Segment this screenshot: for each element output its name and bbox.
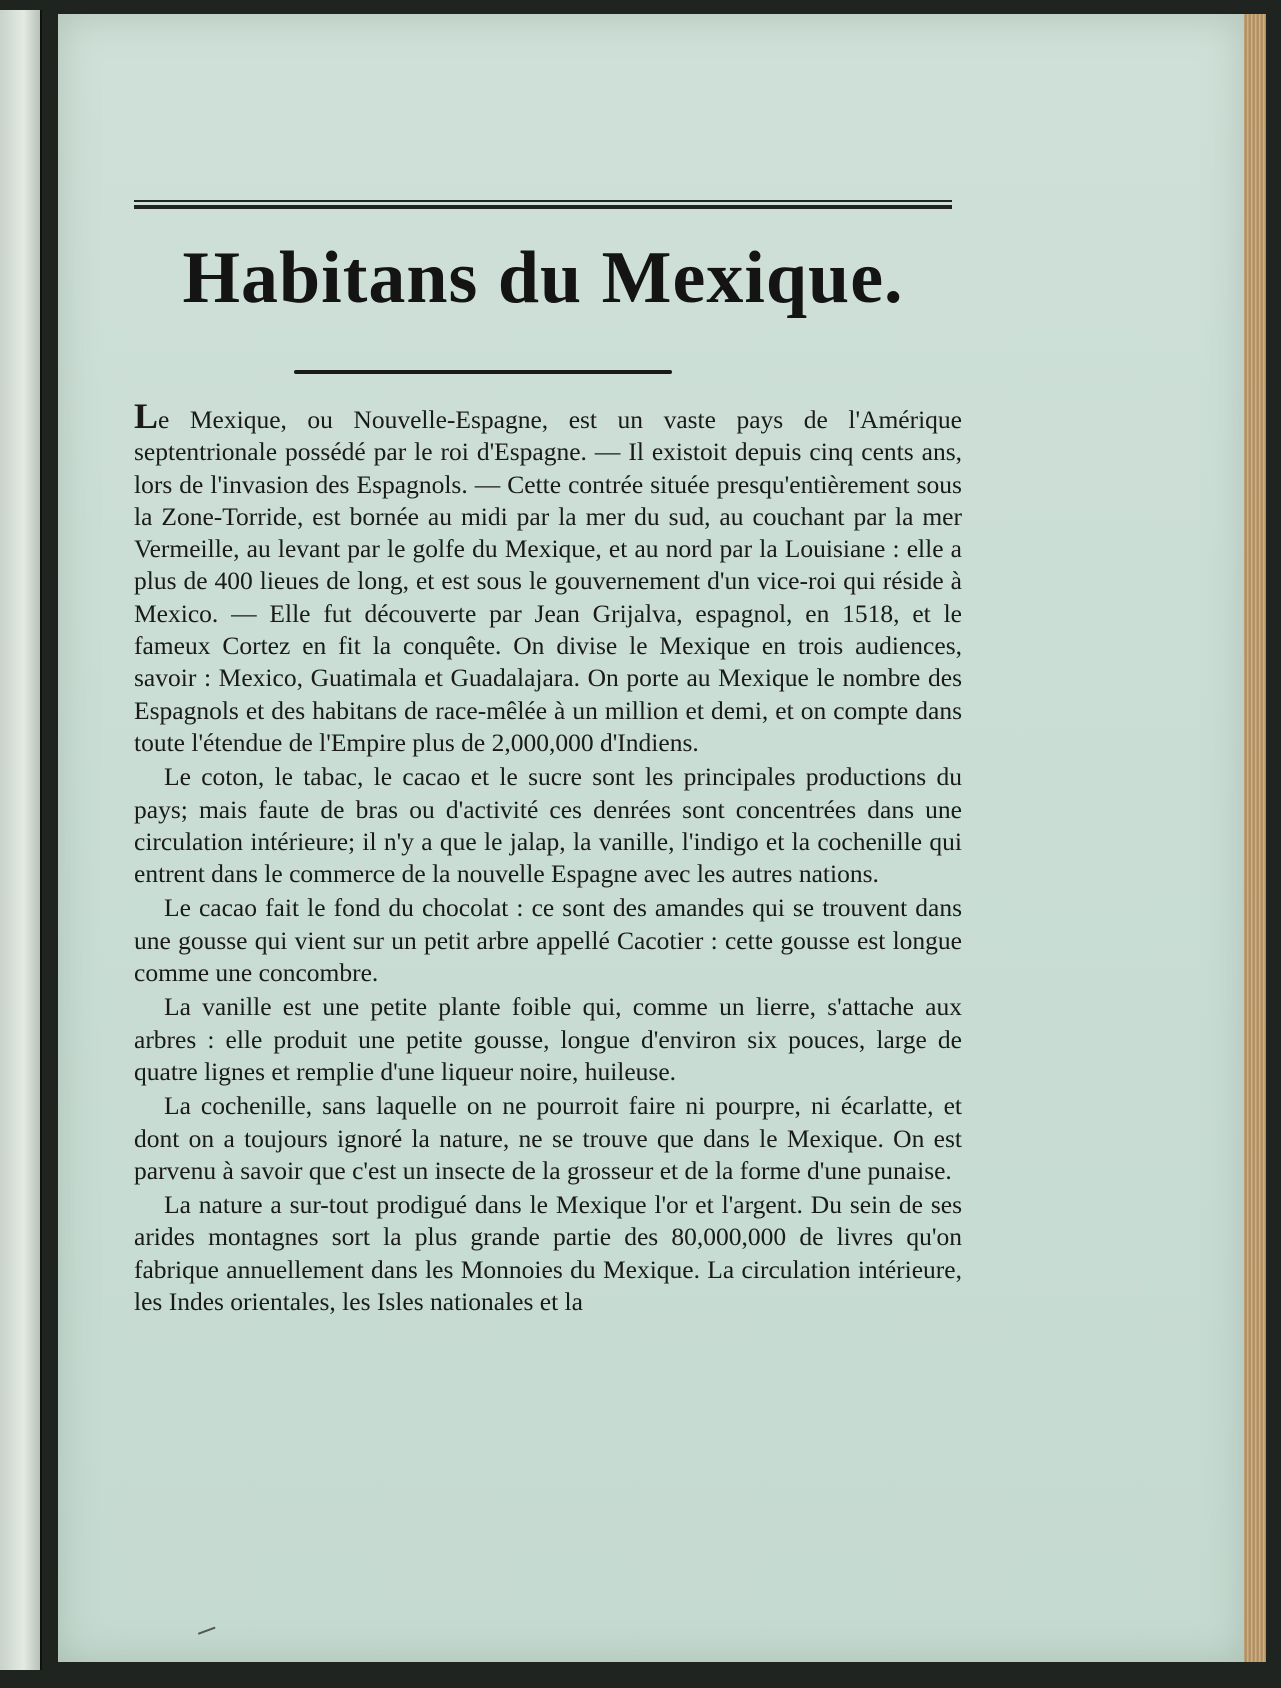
header-double-rule — [134, 200, 952, 209]
drop-cap: L — [134, 396, 159, 436]
paragraph-1-text: e Mexique, ou Nouvelle-Espagne, est un vaste pays de l'Amérique septentrionale possédé par le roi d'Espagne. — Il existoit depuis cinq cents ans, lors de l'invasion des Espagnols. — Cette contrée située presqu'entièrement sous la Zone-Torride, est bornée au midi par la mer du sud, au couchant par la mer Vermeille, au levant par le golfe du Mexique, et au nord par la Louisiane : elle a plus de 400 lieues de long, et est sous le gouvernement d'un vice-roi qui réside à Mexico. — Elle fut découverte par Jean Grijalva, espagnol, en 1518, et le fameux Cortez en fit la conquête. On divise le Mexique en trois audiences, savoir : Mexico, Guatimala et Guadalajara. On porte au Mexique le nombre des Espagnols et des habitans de race-mêlée à un million et demi, et on compte dans toute l'étendue de l'Empire plus de 2,000,000 d'Indiens. — [134, 405, 962, 757]
title-divider-rule — [294, 370, 672, 374]
paragraph-1 — [134, 396, 962, 759]
page-fore-edge — [1244, 14, 1266, 1662]
paragraph-3: Le cacao fait le fond du chocolat : ce sont des amandes qui se trouvent dans une gousse qui vient sur un petit arbre appellé Cacotier : cette gousse est longue comme une concombre. — [134, 893, 962, 988]
paragraph-6: La nature a sur-tout prodigué dans le Mexique l'or et l'argent. Du sein de ses arides montagnes sort la plus grande partie des 80,000,000 de livres qu'on fabrique annuellement dans les Monnoies du Mexique. La circulation intérieure, les Indes orientales, les Isles nationales et la — [134, 1190, 962, 1317]
facing-page-edge — [0, 10, 42, 1670]
article-body — [134, 396, 962, 1320]
page-title: Habitans du Mexique. — [182, 237, 904, 319]
paragraph-4: La vanille est une petite plante foible qui, comme un lierre, s'attache aux arbres : elle produit une petite gousse, longue d'environ six pouces, large de quatre lignes et remplie d'une liqueur noire, huileuse. — [134, 992, 962, 1086]
paragraph-2: Le coton, le tabac, le cacao et le sucre sont les principales productions du pays; mais faute de bras ou d'activité ces denrées sont concentrées dans une circulation intérieure; il n'y a que le jalap, la vanille, l'indigo et la cochenille qui entrent dans le commerce de la nouvelle Espagne avec les autres nations. — [134, 762, 962, 889]
paragraph-5: La cochenille, sans laquelle on ne pourroit faire ni pourpre, ni écarlatte, et dont on a toujours ignoré la nature, ne se trouve que dans le Mexique. On est parvenu à savoir que c'est un insecte de la grosseur et de la forme d'une punaise. — [134, 1091, 962, 1185]
